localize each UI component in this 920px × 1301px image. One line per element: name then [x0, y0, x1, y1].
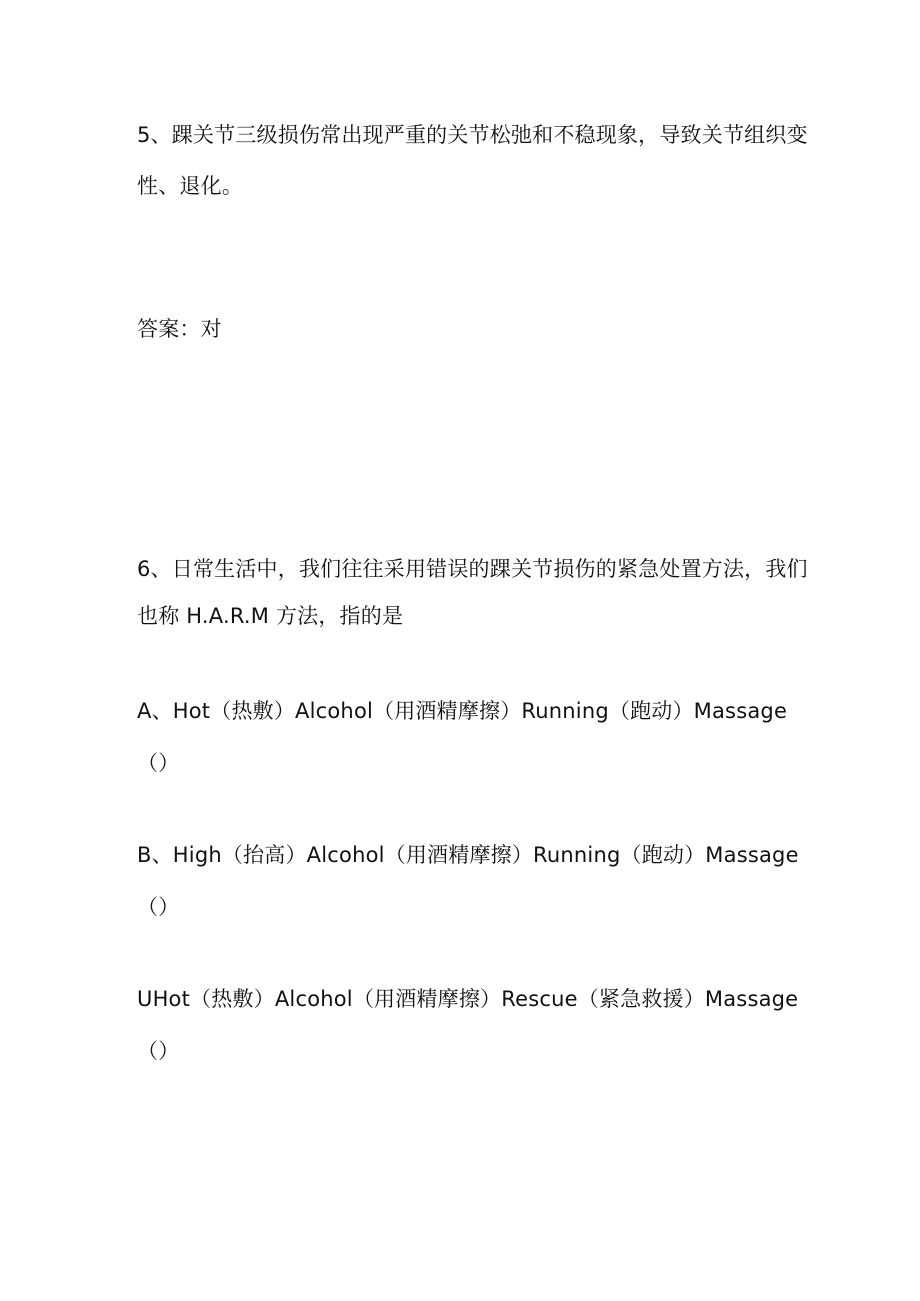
option-c-line-2: （） — [137, 1039, 180, 1063]
question-6-line-2: 也称 H.A.R.M 方法，指的是 — [137, 604, 404, 628]
question-6-line-1: 6、日常生活中，我们往往采用错误的踝关节损伤的紧急处置方法，我们 — [137, 557, 808, 581]
question-5-line-2: 性、退化。 — [137, 174, 243, 198]
question-5-line-1: 5、踝关节三级损伤常出现严重的关节松弛和不稳现象，导致关节组织变 — [137, 123, 808, 147]
option-a-line-2: （） — [137, 751, 180, 775]
option-b-line-1: B、High（抬高）Alcohol（用酒精摩擦）Running（跑动）Massage — [137, 843, 799, 867]
option-b-line-2: （） — [137, 895, 180, 919]
answer-text: 答案：对 — [137, 317, 222, 341]
option-c-line-1: UHot（热敷）Alcohol（用酒精摩擦）Rescue（紧急救援）Massage — [137, 987, 799, 1011]
option-a-line-1: A、Hot（热敷）Alcohol（用酒精摩擦）Running（跑动）Massage — [137, 699, 788, 723]
